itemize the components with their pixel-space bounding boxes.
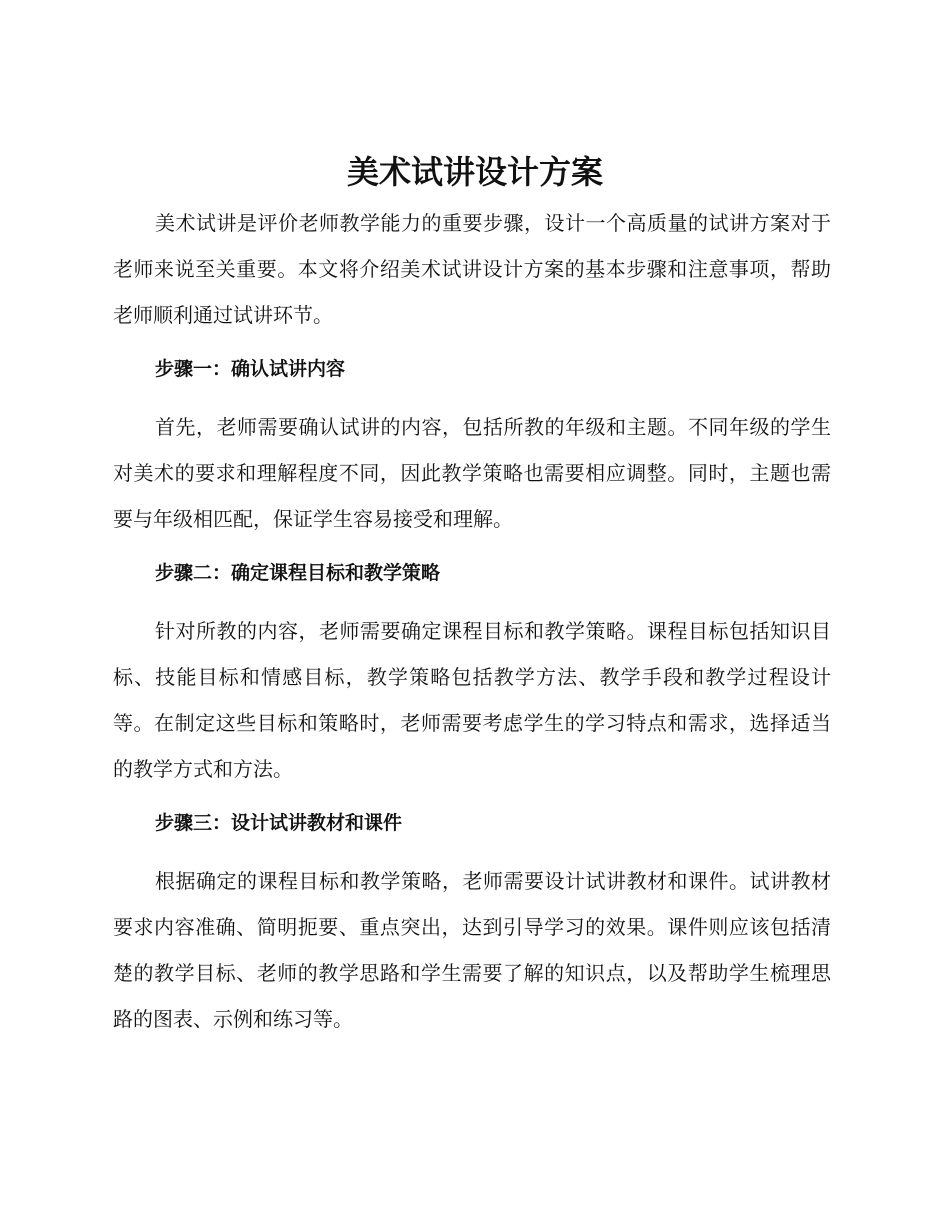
section-heading-step3: 步骤三：设计试讲教材和课件 — [155, 812, 403, 834]
section-body-step1: 首先，老师需要确认试讲的内容，包括所教的年级和主题。不同年级的学生对美术的要求和理解程度不同，因此教学策略也需要相应调整。同时，主题也需要与年级相匹配，保证学生容易接受和理解。 — [113, 415, 831, 531]
section-body-step2: 针对所教的内容，老师需要确定课程目标和教学策略。课程目标包括知识目标、技能目标和情感目标，教学策略包括教学方法、教学手段和教学过程设计等。在制定这些目标和策略时，老师需要考虑学生的学习特点和需求，选择适当的教学方式和方法。 — [113, 619, 831, 781]
section-heading-step1: 步骤一：确认试讲内容 — [155, 358, 346, 380]
section-heading-step2: 步骤二：确定课程目标和教学策略 — [155, 562, 441, 584]
intro-paragraph: 美术试讲是评价老师教学能力的重要步骤，设计一个高质量的试讲方案对于老师来说至关重要。本文将介绍美术试讲设计方案的基本步骤和注意事项，帮助老师顺利通过试讲环节。 — [113, 211, 831, 327]
section-body-step3: 根据确定的课程目标和教学策略，老师需要设计试讲教材和课件。试讲教材要求内容准确、简明扼要、重点突出，达到引导学习的效果。课件则应该包括清楚的教学目标、老师的教学思路和学生需要了解的知识点，以及帮助学生梳理思路的图表、示例和练习等。 — [113, 869, 831, 1031]
page-title: 美术试讲设计方案 — [346, 153, 603, 191]
